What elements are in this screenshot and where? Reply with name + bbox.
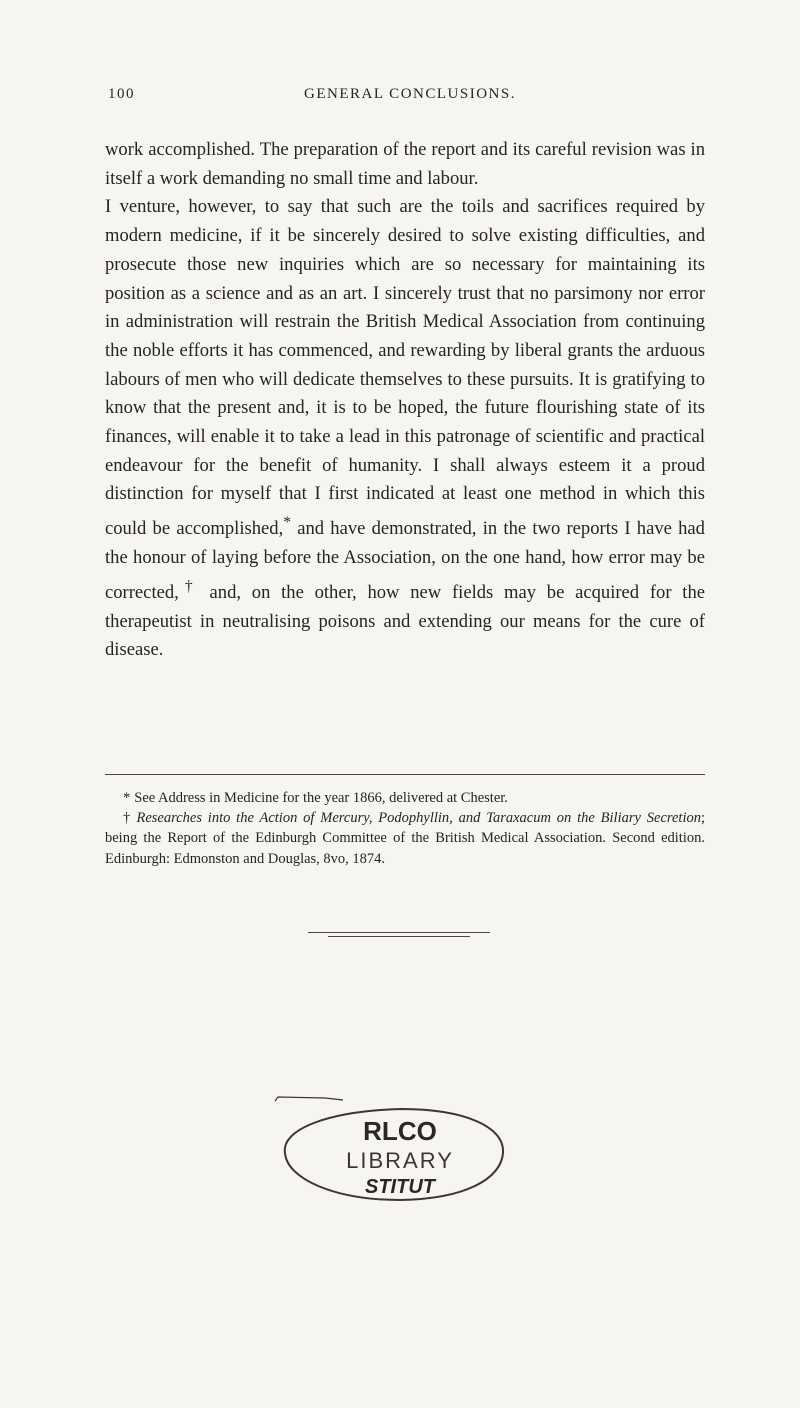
footnote-2 — [105, 808, 705, 869]
footnotes — [105, 788, 705, 869]
footnote-1-text: See Address in Medicine for the year 1866, delivered at Chester. — [134, 790, 508, 806]
footnote-1-mark: * — [123, 790, 131, 806]
end-rule — [328, 936, 470, 937]
footnote-1 — [105, 788, 705, 808]
footnote-2-title: Researches into the Action of Mercury, Podophyllin, and Taraxacum on the Biliary Secretion — [136, 810, 701, 827]
running-title: GENERAL CONCLUSIONS. — [304, 86, 516, 102]
stamp-top-text: RLCO — [363, 1116, 437, 1146]
footnote-2-mark: † — [123, 810, 133, 827]
page-number: 100 — [108, 86, 135, 102]
paragraph-2-text-a: I venture, however, to say that such are the toils and sacrifices required by modern medicine, if it be sincerely desired to solve existing difficulties, and prosecute those new inquiries which are so necessary for maintaining its position as a science and as an art. I sincerely trust that no parsimony nor error in administration will restrain the British Medical Association from continuing the noble efforts it has commenced, and rewarding by liberal grants the arduous labours of men who will dedicate themselves to these pursuits. It is gratifying to know that the present and, it is to be hoped, the future flourishing state of its finances, will enable it to take a lead in this patronage of scientific and practical endeavour for the benefit of humanity. I shall always esteem it a proud distinction for myself that I first indicated at least one method in which this could be accomplished, — [105, 196, 705, 540]
stamp-middle-text: LIBRARY — [346, 1148, 454, 1173]
footnote-ref-1: * — [283, 514, 291, 532]
paragraph-2-text-b: and have demonstrated, in the two reports I have had the honour of laying before the Association, on the one hand, how error may be corrected, — [105, 518, 705, 603]
body-text — [105, 136, 705, 665]
paragraph-2-text-c: and, on the other, how new fields may be acquired for the therapeutist in neutralising poisons and extending our means for the cure of disease. — [105, 581, 706, 661]
footnote-divider — [105, 774, 705, 775]
stamp-bottom-text: STITUT — [365, 1176, 435, 1198]
footnote-2-text: ; being the Report of the Edinburgh Committee of the British Medical Association. Second edition. Edinburgh: Edmonston and Douglas, 8vo, 1874. — [105, 810, 706, 867]
library-stamp — [255, 1095, 545, 1220]
running-head — [108, 86, 704, 108]
footnote-ref-2: † — [178, 577, 199, 595]
paragraph-2 — [105, 193, 705, 665]
paragraph-1: work accomplished. The preparation of the report and its careful revision was in itself a work demanding no small time and labour. — [105, 139, 705, 189]
end-rule — [308, 932, 490, 933]
